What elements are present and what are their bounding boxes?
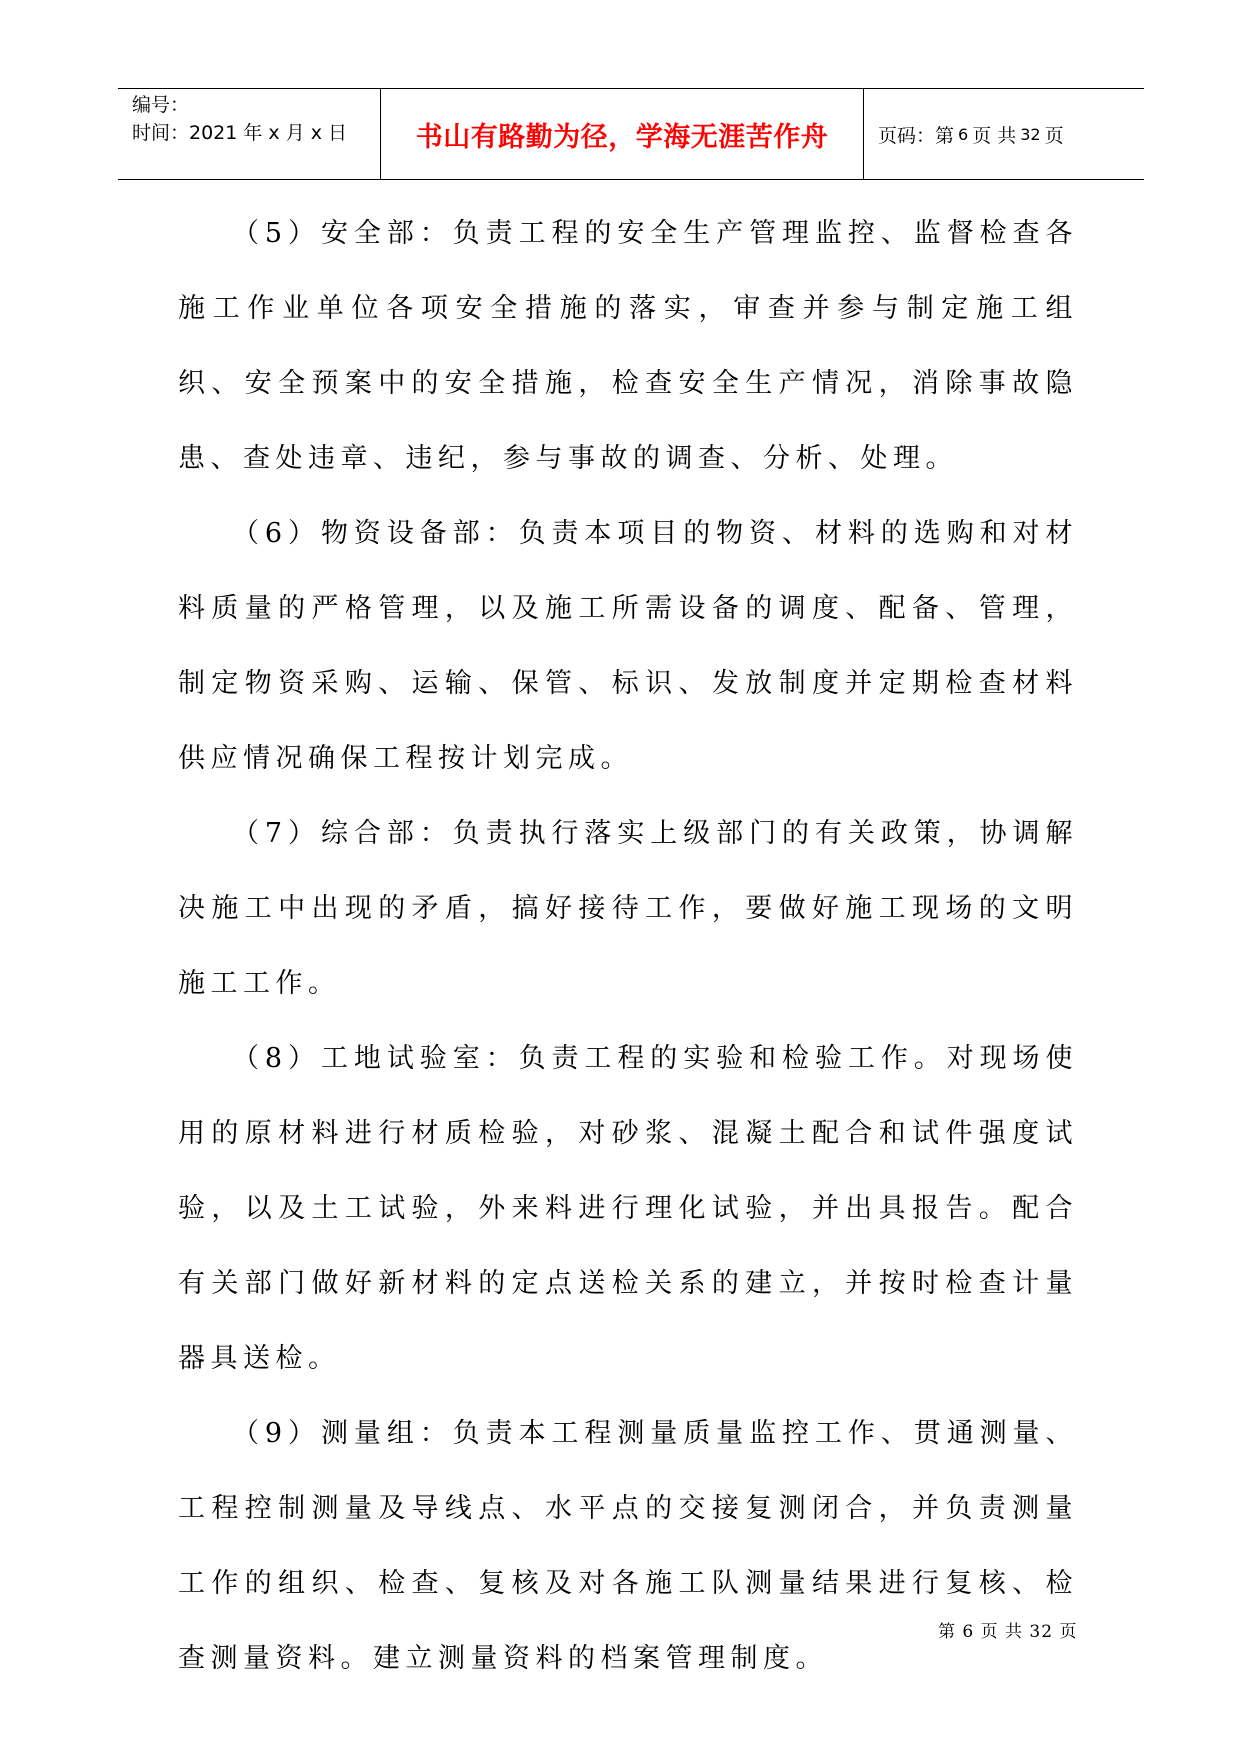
document-body [178, 196, 1078, 1696]
paragraph-site-lab: （8）工地试验室：负责工程的实验和检验工作。对现场使用的原材料进行材质检验，对砂浆、混凝土配合和试件强度试验，以及土工试验，外来料进行理化试验，并出具报告。配合有关部门做好新材料的定点送检关系的建立，并按时检查计量器具送检。 [178, 1043, 1078, 1374]
document-number-label: 编号： [132, 94, 190, 116]
header-motto: 书山有路勤为径，学海无涯苦作舟 [415, 121, 829, 153]
page-middle: 页 共 [972, 124, 1017, 147]
paragraph-materials-dept: （6）物资设备部：负责本项目的物资、材料的选购和对材料质量的严格管理，以及施工所需设备的调度、配备、管理，制定物资采购、运输、保管、标识、发放制度并定期检查材料供应情况确保工程按计划完成。 [178, 518, 1078, 774]
page-footer: 第 6 页 共 32 页 [938, 1622, 1078, 1642]
header-meta-cell [118, 89, 380, 179]
document-time-label: 时间：2021 年 x 月 x 日 [132, 122, 348, 144]
page-suffix: 页 [1044, 124, 1064, 147]
document-header [118, 88, 1144, 180]
paragraph-safety-dept: （5）安全部：负责工程的安全生产管理监控、监督检查各施工作业单位各项安全措施的落实，审查并参与制定施工组织、安全预案中的安全措施，检查安全生产情况，消除事故隐患、查处违章、违纪，参与事故的调查、分析、处理。 [178, 218, 1078, 474]
page-current: 6 [958, 124, 969, 144]
header-motto-cell [380, 89, 864, 179]
page-prefix: 页码：第 [878, 124, 955, 147]
page-total: 32 [1020, 124, 1041, 144]
paragraph-general-dept: （7）综合部：负责执行落实上级部门的有关政策，协调解决施工中出现的矛盾，搞好接待工作，要做好施工现场的文明施工工作。 [178, 818, 1078, 999]
header-page-cell [864, 89, 1144, 179]
paragraph-survey-team: （9）测量组：负责本工程测量质量监控工作、贯通测量、工程控制测量及导线点、水平点的交接复测闭合，并负责测量工作的组织、检查、复核及对各施工队测量结果进行复核、检查测量资料。建立测量资料的档案管理制度。 [178, 1418, 1078, 1674]
